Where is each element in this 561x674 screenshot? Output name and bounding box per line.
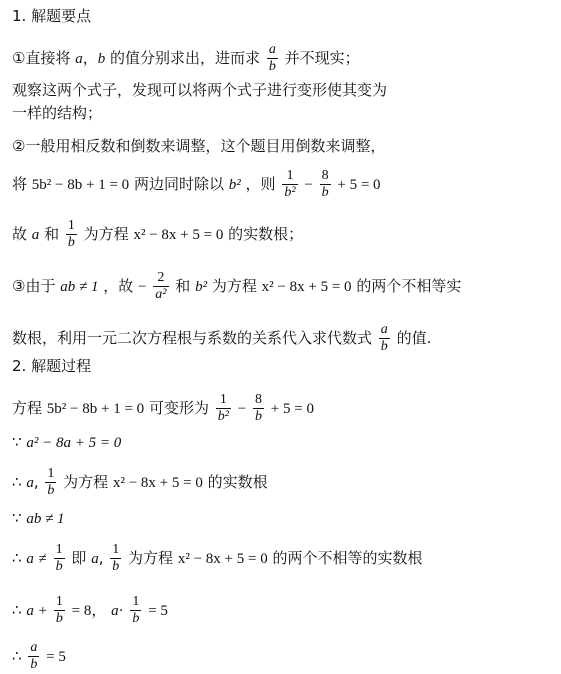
equation: x² − 8x + 5 = 0 (261, 279, 352, 295)
therefore-symbol: ∴ (12, 601, 22, 619)
text: 为方程 (128, 549, 174, 567)
var-a: a (91, 551, 99, 567)
var-a: a (75, 51, 83, 67)
paragraph-6 (12, 270, 461, 303)
section-1-heading: 1. 解题要点 (12, 7, 92, 25)
condition: ab ≠ 1 (26, 511, 65, 527)
condition: ab ≠ 1 (60, 279, 99, 295)
text: 故 (12, 225, 28, 243)
equation-tail: + 5 = 0 (270, 401, 314, 417)
minus: − (237, 401, 247, 417)
fraction: $\frac{1}{b}$ (132, 594, 140, 626)
text: 的实数根； (228, 225, 304, 243)
paragraph-2b: 一样的结构； (12, 104, 103, 122)
step-7 (12, 640, 66, 673)
text: ，故 (103, 277, 134, 295)
text: 和 (175, 277, 191, 295)
paragraph-3: ②一般用相反数和倒数来调整，这个题目用倒数来调整， (12, 137, 386, 155)
text: ①直接将 (12, 49, 71, 67)
fraction: $\frac{1}{b}$ (112, 542, 120, 574)
text: 的值分别求出，进而求 (110, 49, 261, 67)
text: 为方程 (83, 225, 129, 243)
text: 方程 (12, 399, 43, 417)
var-a: a (111, 603, 119, 619)
var-a: a (26, 475, 34, 491)
fraction-a-over-b: $\frac{a}{b}$ (268, 42, 276, 74)
fraction: $\frac{8}{b}$ (321, 168, 329, 200)
text: 为方程 (63, 473, 109, 491)
minus: − (138, 279, 147, 295)
fraction: $\frac{1}{\text{b²}}$ (217, 392, 229, 424)
sum-result: = 8， (71, 603, 107, 619)
text: 和 (44, 225, 60, 243)
paragraph-7 (12, 322, 431, 355)
equation: x² − 8x + 5 = 0 (112, 475, 203, 491)
var-a: a (26, 551, 34, 567)
fraction: $\frac{2}{\text{a²}}$ (155, 270, 167, 302)
text: 的实数根 (207, 473, 268, 491)
step-4 (12, 508, 65, 529)
fraction: $\frac{1}{b}$ (55, 594, 63, 626)
text: 即 (71, 549, 87, 567)
result: = 5 (46, 649, 66, 665)
fraction: $\frac{1}{b}$ (55, 542, 63, 574)
var-a: a (31, 227, 40, 243)
paragraph-5 (12, 218, 303, 251)
text: ③由于 (12, 277, 56, 295)
equation: a² − 8a + 5 = 0 (26, 435, 122, 451)
step-5: ∴ a ≠ $\frac{1}{b}$ 即 a, $\frac{1}{b}$ 为方程 x² − 8x + 5 = 0 的两个不相等的实数根 (12, 542, 423, 574)
fraction: $\frac{1}{\text{b²}}$ (284, 168, 296, 200)
therefore-symbol: ∴ (12, 549, 22, 567)
because-symbol: ∵ (12, 433, 22, 451)
fraction: $\frac{1}{b}$ (47, 466, 55, 498)
fraction-a-over-b: $\frac{a}{b}$ (380, 322, 388, 354)
text: 的值. (396, 329, 432, 347)
fraction: $\frac{8}{b}$ (255, 392, 262, 424)
paragraph-2a: 观察这两个式子，发现可以将两个式子进行变形使其变为 (12, 81, 388, 99)
text: 将 (12, 175, 28, 193)
text: 并不现实； (284, 49, 360, 67)
equation: 5b² − 8b + 1 = 0 (31, 177, 130, 193)
step-3: ∴ a, $\frac{1}{b}$ 为方程 x² − 8x + 5 = 0 的实数根 (12, 466, 268, 498)
step-6: ∴ a + $\frac{1}{b}$ = 8， a· $\frac{1}{b}$ = 5 (12, 594, 168, 626)
minus: − (304, 177, 313, 193)
therefore-symbol: ∴ (12, 473, 22, 491)
text: ， (82, 49, 98, 67)
text: 的两个不相等的实数根 (272, 549, 423, 567)
var-b: b (97, 51, 106, 67)
therefore-symbol: ∴ (12, 647, 22, 665)
paragraph-1 (12, 42, 360, 75)
equation: x² − 8x + 5 = 0 (177, 551, 268, 567)
text: ，则 (245, 175, 276, 193)
equation: 5b² − 8b + 1 = 0 (46, 401, 145, 417)
fraction: $\frac{1}{b}$ (67, 218, 75, 250)
fraction-a-over-b: $\frac{a}{b}$ (30, 640, 38, 672)
var-a: a (26, 603, 34, 619)
step-1 (12, 392, 314, 425)
text: 的两个不相等实 (356, 277, 462, 295)
text: 为方程 (211, 277, 257, 295)
section-2-heading: 2. 解题过程 (12, 357, 92, 375)
text: 两边同时除以 (133, 175, 224, 193)
because-symbol: ∵ (12, 509, 22, 527)
paragraph-4 (12, 168, 381, 201)
product-result: = 5 (148, 603, 168, 619)
equation: x² − 8x + 5 = 0 (133, 227, 224, 243)
step-2 (12, 432, 121, 453)
b-squared: b² (228, 177, 241, 193)
b-squared: b² (195, 279, 208, 295)
text: 可变形为 (148, 399, 209, 417)
equation-tail: + 5 = 0 (337, 177, 381, 193)
text: 数根，利用一元二次方程根与系数的关系代入求代数式 (12, 329, 373, 347)
